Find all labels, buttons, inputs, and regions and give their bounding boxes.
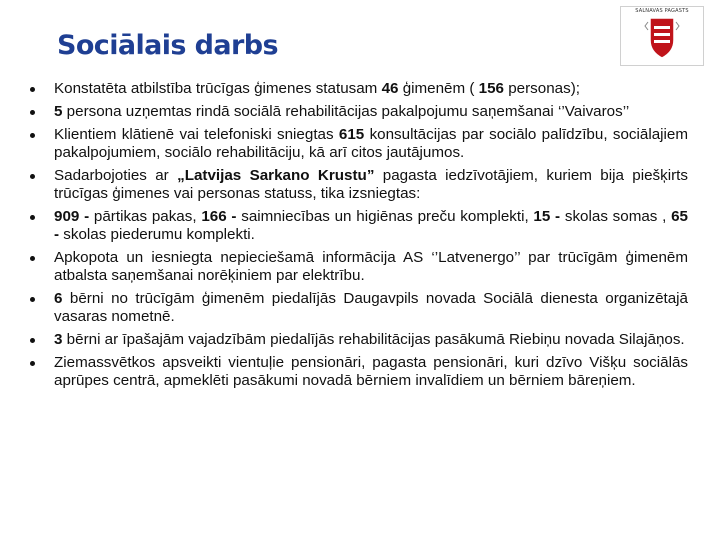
bullet-text: Sadarbojoties ar [54,166,178,184]
bullet-number: 5 [54,102,63,120]
bullet-number: 3 [54,331,63,349]
bullet-number: 65 - [54,207,689,244]
bullet-text: personas); [504,80,580,97]
bullet-text: persona uzņemtas rindā sociālā rehabilitācijas pakalpojumu saņemšanai ‘’Vaivaros’’ [62,102,630,120]
bullet-dot-icon [30,297,35,302]
bullet-text: Ziemassvētkos apsveikti vientuļie pensionāri, pagasta pensionāri, kuri dzīvo Višķu sociālās aprūpes centrā, apmeklēti pasākumi novadā bērniem invalīdiem un bērniem bāreņiem. [54,353,688,390]
bullet-text: konsultācijas par sociālo palīdzību, sociālajiem pakalpojumiem, sociālo rehabilitāciju, kā arī citos jautājumos. [54,125,688,161]
bullet-item-summer-camp [54,290,688,327]
bullet-text: Konstatēta atbilstība trūcīgas ģimenes statusam [54,80,382,97]
bullet-text: bērni no trūcīgām ģimenēm piedalījās Daugavpils novada Sociālā dienesta organizētajā vasaras nometnē. [54,289,688,326]
bullet-item-consultations [54,126,688,163]
emblem-label: SALNAVAS PAGASTS [635,8,689,14]
bullet-item-rehabilitation-event [54,331,688,349]
bullet-text: ģimenēm ( [398,80,479,97]
bullet-text: pārtikas pakas, [89,207,202,225]
bullet-dot-icon [30,338,35,343]
bullet-item-red-cross-cooperation [54,167,688,204]
bullet-number: 6 [54,289,63,307]
bullet-text: pagasta iedzīvotājiem, kuriem bija piešķirts trūcīgas ģimenes vai personas statuss, tika izsniegtas: [54,166,688,202]
bullet-dot-icon [30,133,35,138]
bullet-number: 909 - [54,207,90,225]
bullet-text: Klientiem klātienē vai telefoniski sniegtas [54,125,339,143]
bullet-item-latvenergo-info [54,249,688,286]
bullet-text: skolas piederumu komplekti. [59,226,255,244]
bullet-dot-icon [30,215,35,220]
bullet-text: bērni ar īpašajām vajadzībām piedalījās rehabilitācijas pasākumā Riebiņu novada Silajāņos. [62,331,685,349]
bullet-dot-icon [30,174,35,179]
bullet-dot-icon [30,110,35,115]
bullet-item-families-status [54,80,688,98]
emblem-graphic [620,6,704,66]
page-title: Sociālais darbs [57,30,278,61]
bullet-number: 156 [478,80,504,97]
bullet-item-christmas-greetings [54,354,688,391]
bullet-item-rehabilitation-queue [54,103,688,121]
bullet-text: saimniecības un higiēnas preču komplekti, [236,207,534,225]
bullet-item-aid-packages [54,208,688,245]
bullet-number: 46 [381,80,399,97]
bullet-number: 15 - [533,207,561,225]
bullet-org-name: „Latvijas Sarkano Krustu” [177,166,375,184]
bullet-dot-icon [30,361,35,366]
bullet-text: skolas somas , [560,207,672,225]
social-work-bullet-list [54,80,688,395]
bullet-dot-icon [30,87,35,92]
bullet-number: 166 - [201,207,237,225]
parish-emblem-logo [620,6,704,66]
bullet-number: 615 [338,125,365,143]
bullet-dot-icon [30,256,35,261]
bullet-text: Apkopota un iesniegta nepieciešamā informācija AS ‘’Latvenergo’’ par trūcīgām ģimenēm atbalsta saņemšanai norēķiniem par elektrību. [54,248,688,285]
